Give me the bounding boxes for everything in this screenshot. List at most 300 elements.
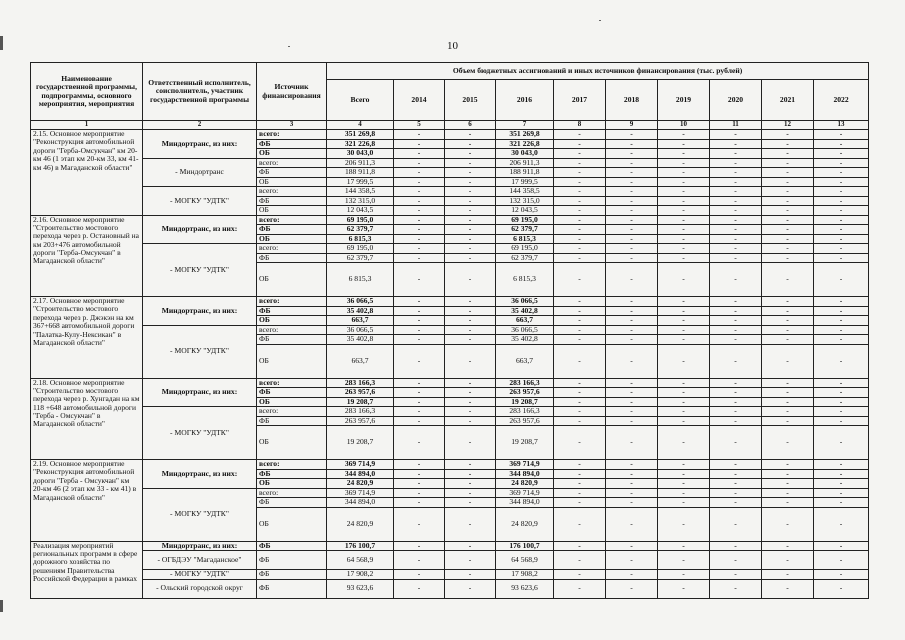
value-2016: 93 623,6 [496,579,554,598]
value-2021: - [762,579,814,598]
value-2015: - [445,168,496,178]
value-2016: 206 911,3 [496,158,554,168]
value-2021: - [762,206,814,216]
value-2022: - [814,541,869,551]
table-row [31,130,869,140]
value-2014: - [394,460,445,470]
value-2015: - [445,325,496,335]
value-2016: 144 358,5 [496,187,554,197]
value-2021: - [762,263,814,297]
value-2016: 24 820,9 [496,479,554,489]
value-2020: - [710,460,762,470]
value-2022: - [814,388,869,398]
value-2014: - [394,507,445,541]
value-2022: - [814,225,869,235]
value-2018: - [606,316,658,326]
value-2019: - [658,579,710,598]
value-2021: - [762,479,814,489]
header-year: 2018 [606,80,658,121]
value-2014: - [394,149,445,159]
value-2016: 369 714,9 [496,488,554,498]
header-volume: Объем бюджетных ассигнований и иных источников финансирования (тыс. рублей) [327,63,869,80]
value-2018: - [606,234,658,244]
executor-name: Миндортранс, из них: [143,460,257,489]
value-2017: - [554,139,606,149]
value-2017: - [554,378,606,388]
value-2022: - [814,187,869,197]
value-2021: - [762,187,814,197]
total-value: 93 623,6 [327,579,394,598]
value-2017: - [554,507,606,541]
executor-name: - МОГКУ "УДТК" [143,570,257,580]
value-2021: - [762,316,814,326]
value-2021: - [762,507,814,541]
value-2015: - [445,541,496,551]
total-value: 321 226,8 [327,139,394,149]
value-2015: - [445,416,496,426]
executor-name: - Миндортранс [143,158,257,187]
value-2017: - [554,335,606,345]
value-2020: - [710,244,762,254]
executor-name: Миндортранс, из них: [143,297,257,326]
funding-source: ОБ [257,426,327,460]
header-name: Наименование государственной программы, подпрограммы, основного мероприятия, мероприятия [31,63,143,121]
value-2018: - [606,507,658,541]
value-2014: - [394,407,445,417]
header-year: 2014 [394,80,445,121]
value-2020: - [710,378,762,388]
value-2015: - [445,263,496,297]
value-2014: - [394,551,445,570]
value-2016: 36 066,5 [496,325,554,335]
scan-speck [288,46,290,47]
value-2014: - [394,335,445,345]
measure-name: 2.15. Основное мероприятие "Реконструкция автомобильной дороги "Герба-Омсукчан" км 20-км 46 (1 этап км 20-км 33, км 41-км 46) в Магаданской области" [31,130,143,216]
value-2015: - [445,177,496,187]
value-2022: - [814,130,869,140]
value-2022: - [814,177,869,187]
funding-source: всего: [257,488,327,498]
value-2014: - [394,426,445,460]
funding-source: всего: [257,460,327,470]
value-2014: - [394,416,445,426]
funding-source: ФБ [257,388,327,398]
value-2014: - [394,469,445,479]
value-2020: - [710,335,762,345]
value-2017: - [554,416,606,426]
value-2017: - [554,244,606,254]
total-value: 6 815,3 [327,234,394,244]
value-2015: - [445,130,496,140]
value-2014: - [394,570,445,580]
value-2017: - [554,306,606,316]
value-2019: - [658,158,710,168]
value-2016: 263 957,6 [496,388,554,398]
value-2014: - [394,177,445,187]
value-2014: - [394,297,445,307]
funding-source: ОБ [257,507,327,541]
value-2020: - [710,263,762,297]
funding-source: ФБ [257,416,327,426]
column-number: 11 [710,121,762,130]
value-2015: - [445,498,496,508]
value-2019: - [658,306,710,316]
value-2020: - [710,551,762,570]
value-2018: - [606,344,658,378]
value-2017: - [554,149,606,159]
value-2020: - [710,498,762,508]
value-2016: 35 402,8 [496,306,554,316]
value-2014: - [394,244,445,254]
value-2018: - [606,244,658,254]
table-row [31,407,869,417]
column-number: 12 [762,121,814,130]
value-2016: 17 908,2 [496,570,554,580]
value-2016: 188 911,8 [496,168,554,178]
funding-source: всего: [257,407,327,417]
value-2019: - [658,344,710,378]
value-2015: - [445,225,496,235]
value-2014: - [394,388,445,398]
value-2016: 69 195,0 [496,215,554,225]
value-2018: - [606,397,658,407]
funding-source: ОБ [257,479,327,489]
header-year: 2017 [554,80,606,121]
value-2019: - [658,253,710,263]
value-2017: - [554,225,606,235]
executor-name: - МОГКУ "УДТК" [143,187,257,216]
value-2021: - [762,158,814,168]
value-2017: - [554,426,606,460]
value-2018: - [606,551,658,570]
value-2014: - [394,541,445,551]
value-2022: - [814,469,869,479]
value-2020: - [710,397,762,407]
value-2018: - [606,225,658,235]
value-2021: - [762,253,814,263]
value-2019: - [658,196,710,206]
executor-name: Миндортранс, из них: [143,215,257,244]
value-2019: - [658,479,710,489]
value-2019: - [658,177,710,187]
value-2019: - [658,469,710,479]
value-2019: - [658,139,710,149]
value-2016: 36 066,5 [496,297,554,307]
value-2020: - [710,541,762,551]
value-2021: - [762,325,814,335]
value-2021: - [762,234,814,244]
table-row [31,297,869,307]
value-2019: - [658,378,710,388]
value-2018: - [606,388,658,398]
value-2016: 62 379,7 [496,253,554,263]
header-year: 2019 [658,80,710,121]
value-2015: - [445,488,496,498]
total-value: 263 957,6 [327,416,394,426]
total-value: 176 100,7 [327,541,394,551]
value-2019: - [658,316,710,326]
value-2019: - [658,187,710,197]
table-row [31,215,869,225]
value-2018: - [606,149,658,159]
table-row [31,325,869,335]
funding-source: ФБ [257,139,327,149]
total-value: 19 208,7 [327,426,394,460]
total-value: 663,7 [327,316,394,326]
value-2017: - [554,460,606,470]
value-2022: - [814,244,869,254]
value-2017: - [554,407,606,417]
value-2020: - [710,253,762,263]
value-2016: 344 894,0 [496,469,554,479]
value-2017: - [554,253,606,263]
value-2022: - [814,158,869,168]
funding-source: ФБ [257,498,327,508]
value-2016: 6 815,3 [496,234,554,244]
total-value: 6 815,3 [327,263,394,297]
value-2018: - [606,196,658,206]
funding-source: ФБ [257,225,327,235]
funding-source: ФБ [257,306,327,316]
value-2017: - [554,168,606,178]
value-2021: - [762,244,814,254]
value-2016: 321 226,8 [496,139,554,149]
value-2021: - [762,460,814,470]
value-2014: - [394,316,445,326]
value-2015: - [445,551,496,570]
value-2021: - [762,551,814,570]
measure-name: 2.18. Основное мероприятие "Строительство мостового перехода через р. Хунгадан на км 118 +648 автомобильной дороги "Герба - Омсукчан" в Магаданской области" [31,378,143,460]
scan-speck [599,20,601,21]
total-value: 12 043,5 [327,206,394,216]
value-2019: - [658,551,710,570]
value-2018: - [606,407,658,417]
total-value: 369 714,9 [327,460,394,470]
value-2022: - [814,498,869,508]
value-2019: - [658,541,710,551]
total-value: 30 043,0 [327,149,394,159]
value-2020: - [710,388,762,398]
value-2020: - [710,187,762,197]
value-2022: - [814,416,869,426]
value-2017: - [554,498,606,508]
value-2020: - [710,507,762,541]
funding-source: ФБ [257,335,327,345]
executor-name: Миндортранс, из них: [143,130,257,159]
value-2017: - [554,177,606,187]
value-2015: - [445,187,496,197]
total-value: 283 166,3 [327,407,394,417]
funding-source: ОБ [257,149,327,159]
value-2020: - [710,206,762,216]
value-2014: - [394,168,445,178]
table-row [31,551,869,570]
value-2022: - [814,215,869,225]
value-2018: - [606,541,658,551]
value-2020: - [710,196,762,206]
value-2020: - [710,579,762,598]
value-2017: - [554,206,606,216]
value-2021: - [762,498,814,508]
value-2019: - [658,297,710,307]
value-2018: - [606,263,658,297]
value-2018: - [606,498,658,508]
funding-source: ФБ [257,168,327,178]
total-value: 62 379,7 [327,225,394,235]
value-2014: - [394,130,445,140]
funding-source: ФБ [257,541,327,551]
funding-source: ОБ [257,397,327,407]
value-2015: - [445,579,496,598]
table-row [31,187,869,197]
total-value: 351 269,8 [327,130,394,140]
value-2014: - [394,344,445,378]
value-2019: - [658,335,710,345]
measure-name: 2.19. Основное мероприятие "Реконструкция автомобильной дороги "Герба - Омсукчан" км 20-км 46 (2 этап км 33 - км 41) в Магаданской области" [31,460,143,542]
value-2021: - [762,570,814,580]
value-2021: - [762,225,814,235]
value-2022: - [814,488,869,498]
total-value: 36 066,5 [327,325,394,335]
value-2020: - [710,158,762,168]
funding-source: ФБ [257,570,327,580]
value-2017: - [554,234,606,244]
value-2015: - [445,460,496,470]
value-2014: - [394,306,445,316]
value-2018: - [606,426,658,460]
total-value: 663,7 [327,344,394,378]
value-2016: 132 315,0 [496,196,554,206]
value-2018: - [606,139,658,149]
value-2020: - [710,344,762,378]
total-value: 24 820,9 [327,479,394,489]
funding-source: ОБ [257,263,327,297]
value-2022: - [814,407,869,417]
value-2018: - [606,325,658,335]
value-2022: - [814,479,869,489]
value-2019: - [658,244,710,254]
funding-source: всего: [257,130,327,140]
value-2016: 19 208,7 [496,426,554,460]
funding-source: ФБ [257,196,327,206]
measure-name: 2.16. Основное мероприятие "Строительство мостового перехода через р. Остановный на км 203+476 автомобильной дороги "Герба-Омсукчан" в Магаданской области" [31,215,143,297]
value-2015: - [445,507,496,541]
table-row [31,378,869,388]
value-2014: - [394,579,445,598]
value-2016: 176 100,7 [496,541,554,551]
value-2022: - [814,149,869,159]
column-number: 6 [445,121,496,130]
value-2014: - [394,139,445,149]
total-value: 19 208,7 [327,397,394,407]
value-2014: - [394,225,445,235]
value-2015: - [445,234,496,244]
value-2021: - [762,378,814,388]
value-2018: - [606,469,658,479]
value-2015: - [445,149,496,159]
value-2022: - [814,378,869,388]
value-2017: - [554,325,606,335]
value-2020: - [710,168,762,178]
funding-source: ОБ [257,344,327,378]
value-2017: - [554,263,606,297]
column-number: 5 [394,121,445,130]
funding-source: ФБ [257,253,327,263]
measure-name: Реализация мероприятий региональных программ в сфере дорожного хозяйства по решениям Правительства Российской Федерации в рамках [31,541,143,598]
value-2019: - [658,388,710,398]
value-2020: - [710,407,762,417]
executor-name: - ОГБДЭУ "Магаданское" [143,551,257,570]
funding-source: ФБ [257,579,327,598]
value-2022: - [814,168,869,178]
scan-edge-mark [0,600,3,612]
executor-name: - МОГКУ "УДТК" [143,244,257,297]
column-number: 8 [554,121,606,130]
funding-source: всего: [257,158,327,168]
value-2018: - [606,460,658,470]
value-2021: - [762,407,814,417]
total-value: 369 714,9 [327,488,394,498]
value-2019: - [658,460,710,470]
value-2020: - [710,416,762,426]
total-value: 69 195,0 [327,215,394,225]
value-2019: - [658,168,710,178]
value-2018: - [606,335,658,345]
value-2021: - [762,215,814,225]
value-2015: - [445,570,496,580]
table-row [31,488,869,498]
value-2021: - [762,149,814,159]
page-number: 10 [447,40,458,52]
value-2017: - [554,130,606,140]
value-2020: - [710,149,762,159]
value-2018: - [606,378,658,388]
column-number: 2 [143,121,257,130]
value-2015: - [445,397,496,407]
funding-source: ОБ [257,316,327,326]
value-2021: - [762,177,814,187]
value-2019: - [658,416,710,426]
scan-edge-mark [0,36,3,50]
total-value: 62 379,7 [327,253,394,263]
value-2017: - [554,187,606,197]
value-2017: - [554,297,606,307]
value-2015: - [445,196,496,206]
value-2022: - [814,306,869,316]
executor-name: - Ольский городской округ [143,579,257,598]
value-2022: - [814,551,869,570]
value-2022: - [814,335,869,345]
value-2020: - [710,177,762,187]
value-2017: - [554,579,606,598]
value-2016: 12 043,5 [496,206,554,216]
value-2016: 663,7 [496,316,554,326]
total-value: 283 166,3 [327,378,394,388]
value-2022: - [814,297,869,307]
value-2018: - [606,297,658,307]
value-2020: - [710,297,762,307]
value-2022: - [814,139,869,149]
value-2014: - [394,187,445,197]
table-row [31,579,869,598]
value-2018: - [606,168,658,178]
header-executor: Ответственный исполнитель, соисполнитель, участник государственной программы [143,63,257,121]
value-2018: - [606,177,658,187]
value-2018: - [606,158,658,168]
value-2021: - [762,168,814,178]
value-2021: - [762,416,814,426]
value-2020: - [710,570,762,580]
